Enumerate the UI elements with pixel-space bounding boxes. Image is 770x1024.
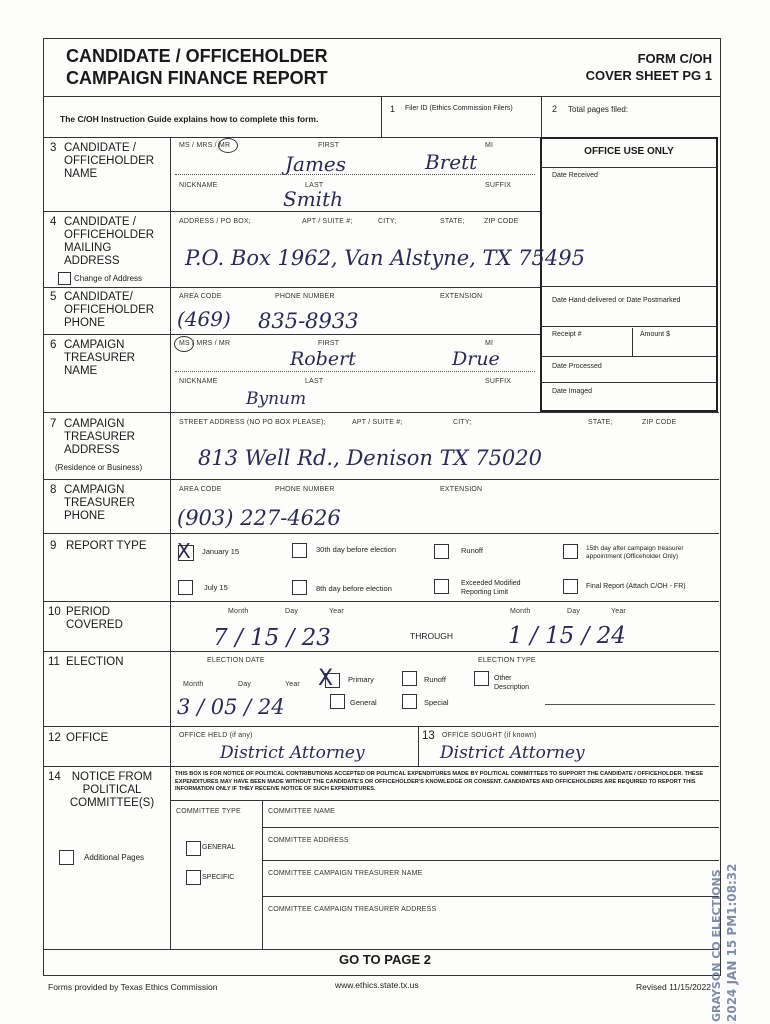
section-11-num: 11 <box>48 656 60 668</box>
committee-name-label: COMMITTEE NAME <box>268 808 335 815</box>
s7-street-label: STREET ADDRESS (NO PO BOX PLEASE); <box>179 419 326 426</box>
form-title <box>66 45 328 89</box>
date-processed-label: Date Processed <box>552 363 602 370</box>
runoff-checkbox[interactable] <box>434 544 449 559</box>
s10-from-month-label: Month <box>228 608 249 615</box>
s7-state-label: STATE; <box>588 419 613 426</box>
office-use-title: OFFICE USE ONLY <box>584 146 674 157</box>
s4-zip-label: ZIP CODE <box>484 218 519 225</box>
s3-last-label: LAST <box>305 182 324 189</box>
s6-suffix-label: SUFFIX <box>485 378 512 385</box>
s7-zip-label: ZIP CODE <box>642 419 677 426</box>
form-page-label: COVER SHEET PG 1 <box>585 68 712 83</box>
section-3-label: CANDIDATE / OFFICEHOLDER NAME <box>64 142 155 180</box>
s10-to-month-label: Month <box>510 608 531 615</box>
s4-city-label: CITY; <box>378 218 397 225</box>
jan15-check-mark: X <box>177 539 191 563</box>
office-held-label: OFFICE HELD (if any) <box>179 732 253 739</box>
d8-label: 8th day before election <box>316 584 392 593</box>
jul15-checkbox[interactable] <box>178 580 193 595</box>
exceeded-checkbox[interactable] <box>434 579 449 594</box>
residence-label: (Residence or Business) <box>55 463 143 472</box>
section-7-num: 7 <box>50 418 57 430</box>
general-checkbox[interactable] <box>330 694 345 709</box>
jul15-label: July 15 <box>204 583 228 592</box>
section-11-label: ELECTION <box>66 656 124 668</box>
total-pages-label: Total pages filed: <box>568 105 629 114</box>
s11-day-label: Day <box>238 681 252 688</box>
exceeded-label: Exceeded Modified Reporting Limit <box>461 580 521 596</box>
special-checkbox[interactable] <box>402 694 417 709</box>
s11-date-value[interactable]: 3 / 05 / 24 <box>177 695 285 719</box>
s6-mi-value[interactable]: Drue <box>452 348 500 370</box>
section-4-num: 4 <box>50 216 57 228</box>
specific-committee-checkbox[interactable] <box>186 870 201 885</box>
s8-phone-label: PHONE NUMBER <box>275 486 335 493</box>
section-9-label: REPORT TYPE <box>66 540 147 552</box>
total-pages-num: 2 <box>552 104 558 114</box>
s5-area-value[interactable]: (469) <box>177 307 231 331</box>
s5-ext-label: EXTENSION <box>440 293 483 300</box>
change-of-address-label: Change of Address <box>74 274 143 283</box>
s3-first-value[interactable]: James <box>285 152 347 176</box>
section-6-num: 6 <box>50 339 57 351</box>
amount-label: Amount $ <box>640 331 670 338</box>
s11-month-label: Month <box>183 681 204 688</box>
d8-checkbox[interactable] <box>292 580 307 595</box>
form-id <box>586 50 712 84</box>
s6-prefix-label: MS / MRS / MR <box>179 340 231 347</box>
received-stamp-line1: GRAYSON CO ELECTIONS <box>710 869 723 1022</box>
committee-type-label: COMMITTEE TYPE <box>176 808 241 815</box>
section-6-label: CAMPAIGN TREASURER NAME <box>64 339 135 377</box>
committee-treasurer-address-label: COMMITTEE CAMPAIGN TREASURER ADDRESS <box>268 906 437 913</box>
form-title-line2: CAMPAIGN FINANCE REPORT <box>66 68 328 88</box>
s3-suffix-label: SUFFIX <box>485 182 512 189</box>
footer-provided: Forms provided by Texas Ethics Commission <box>48 982 218 992</box>
office-sought-value[interactable]: District Attorney <box>440 743 585 763</box>
section-10-label: PERIOD COVERED <box>66 606 123 631</box>
filer-id-label: Filer ID (Ethics Commission Filers) <box>405 105 513 112</box>
receipt-label: Receipt # <box>552 331 582 338</box>
section-10-num: 10 <box>48 606 61 618</box>
s3-first-label: FIRST <box>318 142 340 149</box>
notice-text: THIS BOX IS FOR NOTICE OF POLITICAL CONTRIBUTIONS ACCEPTED OR POLITICAL EXPENDITURES MADE BY POLITICAL COMMITTEES TO SUPPORT THE CANDIDATE / OFFICEHOLDER. THESE EXPENDITURES MAY HAVE BEEN MADE WITHOUT THE CANDIDATE'S OR OFFICEHOLDER'S KNOWLEDGE OR CONSENT. CANDIDATES AND OFFICEHOLDERS ARE REQUIRED TO REPORT THIS INFORMATION ONLY IF THEY RECEIVE NOTICE OF SUCH EXPENDITURES. <box>175 771 704 792</box>
s10-to-day-label: Day <box>567 608 581 615</box>
s11-type-label: ELECTION TYPE <box>478 657 536 664</box>
s7-city-label: CITY; <box>453 419 472 426</box>
date-imaged-label: Date Imaged <box>552 388 593 395</box>
general-committee-checkbox[interactable] <box>186 841 201 856</box>
s8-ext-label: EXTENSION <box>440 486 483 493</box>
section-14-label: NOTICE FROM POLITICAL COMMITTEE(S) <box>69 771 155 809</box>
s4-apt-label: APT / SUITE #; <box>302 218 353 225</box>
d30-checkbox[interactable] <box>292 543 307 558</box>
s3-mi-label: MI <box>485 142 494 149</box>
s4-state-label: STATE; <box>440 218 465 225</box>
go-to-page-2: GO TO PAGE 2 <box>339 952 431 967</box>
date-received-label: Date Received <box>552 172 598 179</box>
section-12-num: 12 <box>48 732 61 744</box>
s5-area-label: AREA CODE <box>179 293 222 300</box>
s3-nickname-label: NICKNAME <box>179 182 218 189</box>
instruction-text: The C/OH Instruction Guide explains how to complete this form. <box>60 114 319 124</box>
other-label: Other Description <box>494 675 530 691</box>
s10-to-year-label: Year <box>611 608 626 615</box>
s10-from-day-label: Day <box>285 608 299 615</box>
s4-addr-label: ADDRESS / PO BOX; <box>179 218 251 225</box>
s3-prefix-label: MS / MRS / MR <box>179 142 231 149</box>
s3-mi-value[interactable]: Brett <box>425 150 478 174</box>
s6-first-value[interactable]: Robert <box>290 348 356 370</box>
section-5-num: 5 <box>50 291 57 303</box>
runoff-label: Runoff <box>461 546 483 555</box>
d15-checkbox[interactable] <box>563 544 578 559</box>
primary-label: Primary <box>348 675 374 684</box>
filer-id-num: 1 <box>390 104 396 114</box>
form-title-line1: CANDIDATE / OFFICEHOLDER <box>66 46 328 66</box>
date-hand-label: Date Hand-delivered or Date Postmarked <box>552 297 681 304</box>
additional-pages-label: Additional Pages <box>84 853 145 862</box>
section-14-num: 14 <box>48 771 61 783</box>
final-label: Final Report (Attach C/OH - FR) <box>586 583 686 590</box>
specific-committee-label: SPECIFIC <box>202 874 235 881</box>
jan15-label: January 15 <box>202 547 240 556</box>
s4-address-value[interactable]: P.O. Box 1962, Van Alstyne, TX 75495 <box>185 246 585 270</box>
s5-phone-label: PHONE NUMBER <box>275 293 335 300</box>
general-committee-label: GENERAL <box>202 844 236 851</box>
section-8-num: 8 <box>50 484 57 496</box>
s11-year-label: Year <box>285 681 300 688</box>
s10-to-value[interactable]: 1 / 15 / 24 <box>508 623 626 649</box>
section-7-label: CAMPAIGN TREASURER ADDRESS <box>64 418 135 456</box>
special-label: Special <box>424 698 449 707</box>
committee-address-label: COMMITTEE ADDRESS <box>268 837 349 844</box>
section-13-num: 13 <box>422 730 435 742</box>
s8-phone-value[interactable]: (903) 227-4626 <box>177 506 341 530</box>
s5-phone-value[interactable]: 835-8933 <box>258 309 359 333</box>
section-3-num: 3 <box>50 142 57 154</box>
section-5-label: CANDIDATE/ OFFICEHOLDER PHONE <box>64 291 155 329</box>
office-held-value[interactable]: District Attorney <box>220 743 365 763</box>
s6-first-label: FIRST <box>318 340 340 347</box>
runoff-election-checkbox[interactable] <box>402 671 417 686</box>
footer-website: www.ethics.state.tx.us <box>335 980 419 990</box>
other-checkbox[interactable] <box>474 671 489 686</box>
s6-last-value[interactable]: Bynum <box>246 389 307 409</box>
s6-ms-circle <box>174 336 194 352</box>
primary-check-mark: X <box>318 666 334 691</box>
general-label: General <box>350 698 377 707</box>
through-label: THROUGH <box>410 631 453 641</box>
s6-nickname-label: NICKNAME <box>179 378 218 385</box>
s7-apt-label: APT / SUITE #; <box>352 419 403 426</box>
s11-date-label: ELECTION DATE <box>207 657 265 664</box>
section-9-num: 9 <box>50 540 57 552</box>
s3-mr-circle <box>218 138 238 153</box>
office-sought-label: OFFICE SOUGHT (if known) <box>442 732 537 739</box>
committee-treasurer-name-label: COMMITTEE CAMPAIGN TREASURER NAME <box>268 870 423 877</box>
s8-area-label: AREA CODE <box>179 486 222 493</box>
footer-revised: Revised 11/15/2022 <box>636 982 711 992</box>
additional-pages-checkbox[interactable] <box>59 850 74 865</box>
form-number: FORM C/OH <box>637 51 712 66</box>
d15-label: 15th day after campaign treasurer appointment (Officeholder Only) <box>586 545 684 560</box>
s3-last-value[interactable]: Smith <box>283 187 343 211</box>
s10-from-value[interactable]: 7 / 15 / 23 <box>213 625 331 651</box>
section-12-label: OFFICE <box>66 732 109 744</box>
final-checkbox[interactable] <box>563 579 578 594</box>
received-stamp-line2: 2024 JAN 15 PM1:08:32 <box>725 863 739 1022</box>
d30-label: 30th day before election <box>316 545 397 554</box>
s6-mi-label: MI <box>485 340 494 347</box>
s6-last-label: LAST <box>305 378 324 385</box>
s7-address-value[interactable]: 813 Well Rd., Denison TX 75020 <box>198 446 543 470</box>
runoff-election-label: Runoff <box>424 675 446 684</box>
s10-from-year-label: Year <box>329 608 344 615</box>
section-4-label: CANDIDATE / OFFICEHOLDER MAILING ADDRESS <box>64 216 155 267</box>
change-of-address-checkbox[interactable] <box>58 272 71 285</box>
section-8-label: CAMPAIGN TREASURER PHONE <box>64 484 135 522</box>
